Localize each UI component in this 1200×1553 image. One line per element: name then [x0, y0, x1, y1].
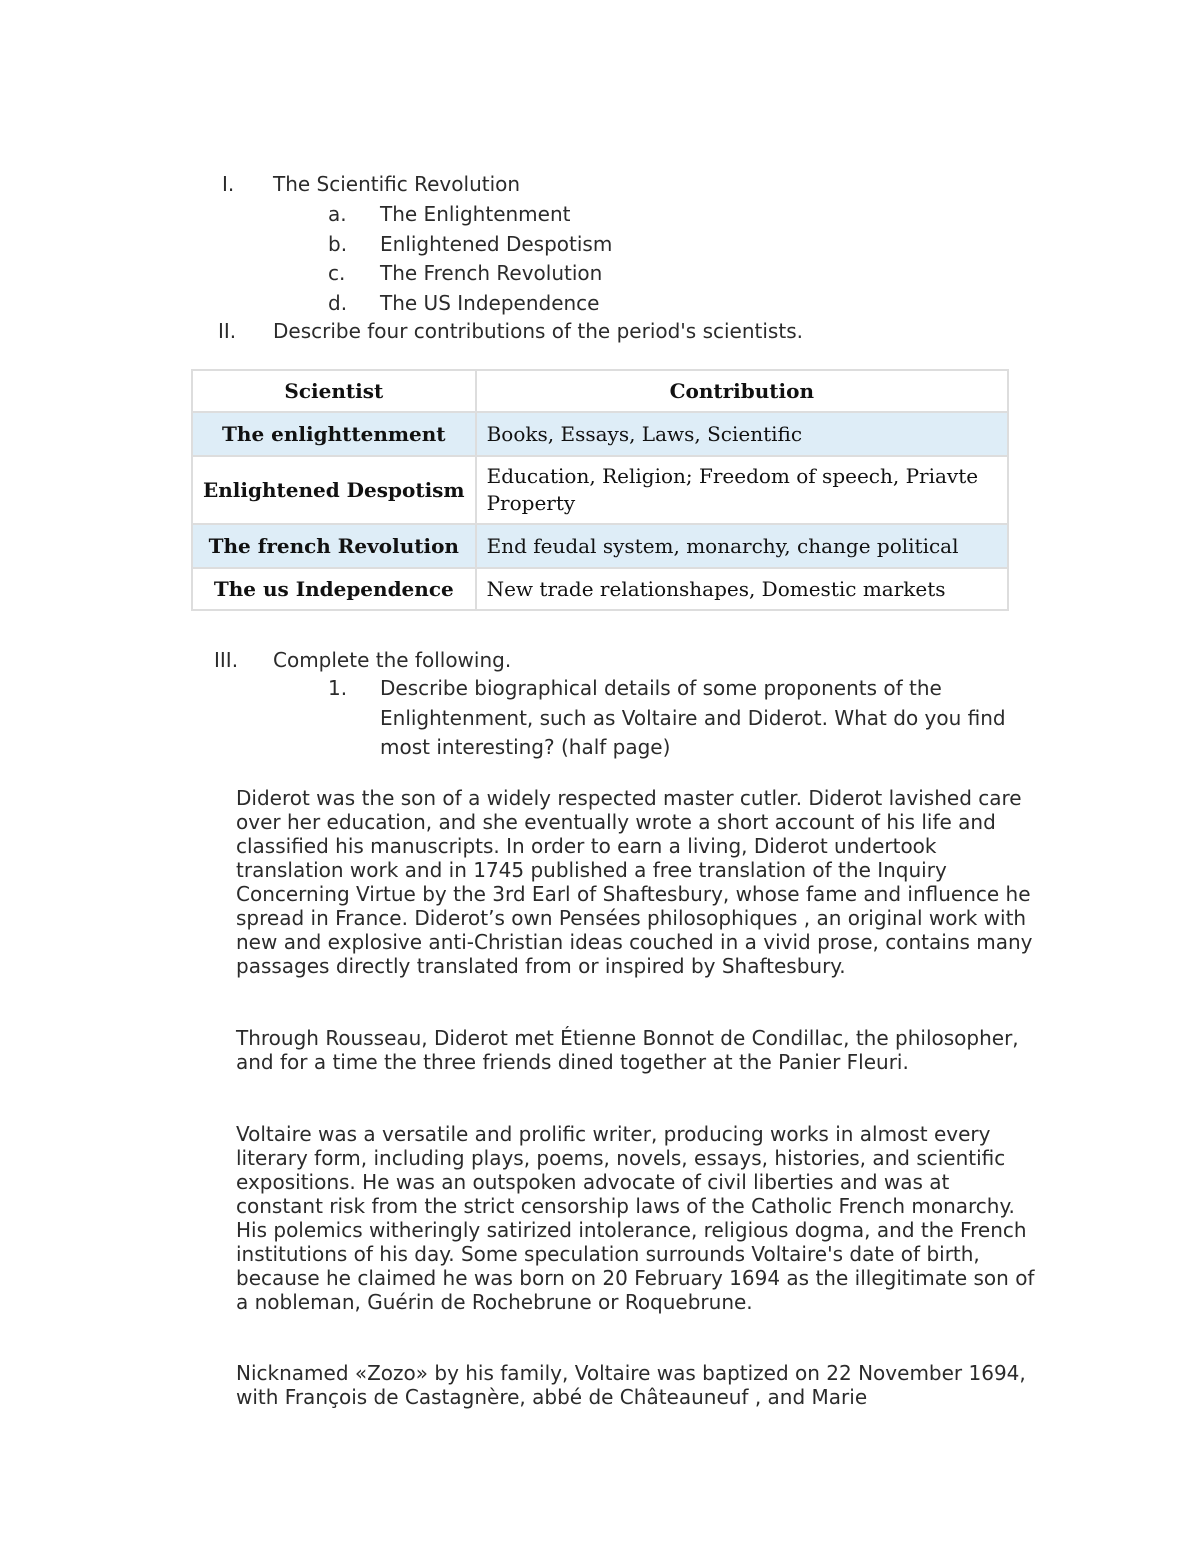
outline-sub-marker: a.: [328, 202, 347, 226]
outline-sub-item: The French Revolution: [380, 261, 603, 285]
table-header-row: [192, 370, 1008, 412]
outline-heading-3: Complete the following.: [273, 648, 512, 672]
column-header-scientist: Scientist: [192, 370, 476, 412]
table-row: [192, 412, 1008, 456]
outline-sub-item: Describe biographical details of some proponents of the Enlightenment, such as Voltaire and Diderot. What do you find most interesting? (half page): [380, 676, 1006, 759]
outline-heading-1: The Scientific Revolution: [273, 172, 521, 196]
outline-marker-1: I.: [222, 172, 235, 196]
scientist-cell: The us Independence: [192, 568, 476, 610]
table-row: [192, 524, 1008, 568]
column-header-contribution: Contribution: [476, 370, 1008, 412]
outline-sub-item: The US Independence: [380, 291, 600, 315]
paragraph-condillac: Through Rousseau, Diderot met Étienne Bonnot de Condillac, the philosopher, and for a time the three friends dined together at the Panier Fleuri.: [236, 1026, 1019, 1074]
contribution-cell: End feudal system, monarchy, change political: [476, 524, 1008, 568]
paragraph-diderot: Diderot was the son of a widely respected master cutler. Diderot lavished care over her education, and she eventually wrote a short account of his life and classified his manuscripts. In order to earn a living, Diderot undertook translation work and in 1745 published a free translation of the Inquiry Concerning Virtue by the 3rd Earl of Shaftesbury, whose fame and influence he spread in France. Diderot’s own Pensées philosophiques , an original work with new and explosive anti-Christian ideas couched in a vivid prose, contains many passages directly translated from or inspired by Shaftesbury.: [236, 786, 1033, 978]
paragraph-zozo: Nicknamed «Zozo» by his family, Voltaire was baptized on 22 November 1694, with François de Castagnère, abbé de Châteauneuf , and Marie: [236, 1361, 1026, 1409]
outline-sub-marker: 1.: [328, 676, 348, 700]
contribution-cell: Education, Religion; Freedom of speech, Priavte Property: [476, 456, 1008, 524]
outline-sub-marker: d.: [328, 291, 348, 315]
table-row: [192, 456, 1008, 524]
scientist-cell: Enlightened Despotism: [192, 456, 476, 524]
scientist-cell: The enlighttenment: [192, 412, 476, 456]
outline-sub-item: The Enlightenment: [380, 202, 571, 226]
scientist-cell: The french Revolution: [192, 524, 476, 568]
outline-sub-item: Enlightened Despotism: [380, 232, 613, 256]
contribution-cell: New trade relationshapes, Domestic markets: [476, 568, 1008, 610]
paragraph-voltaire: Voltaire was a versatile and prolific writer, producing works in almost every literary form, including plays, poems, novels, essays, histories, and scientific expositions. He was an outspoken advocate of civil liberties and was at constant risk from the strict censorship laws of the Catholic French monarchy. His polemics witheringly satirized intolerance, religious dogma, and the French institutions of his day. Some speculation surrounds Voltaire's date of birth, because he claimed he was born on 20 February 1694 as the illegitimate son of a nobleman, Guérin de Rochebrune or Roquebrune.: [236, 1122, 1035, 1314]
outline-marker-3: III.: [214, 648, 239, 672]
outline-sub-marker: b.: [328, 232, 348, 256]
table-row: [192, 568, 1008, 610]
outline-heading-2: Describe four contributions of the period's scientists.: [273, 319, 803, 343]
contribution-cell: Books, Essays, Laws, Scientific: [476, 412, 1008, 456]
outline-sub-marker: c.: [328, 261, 346, 285]
contributions-table: [191, 369, 1009, 611]
outline-marker-2: II.: [218, 319, 237, 343]
